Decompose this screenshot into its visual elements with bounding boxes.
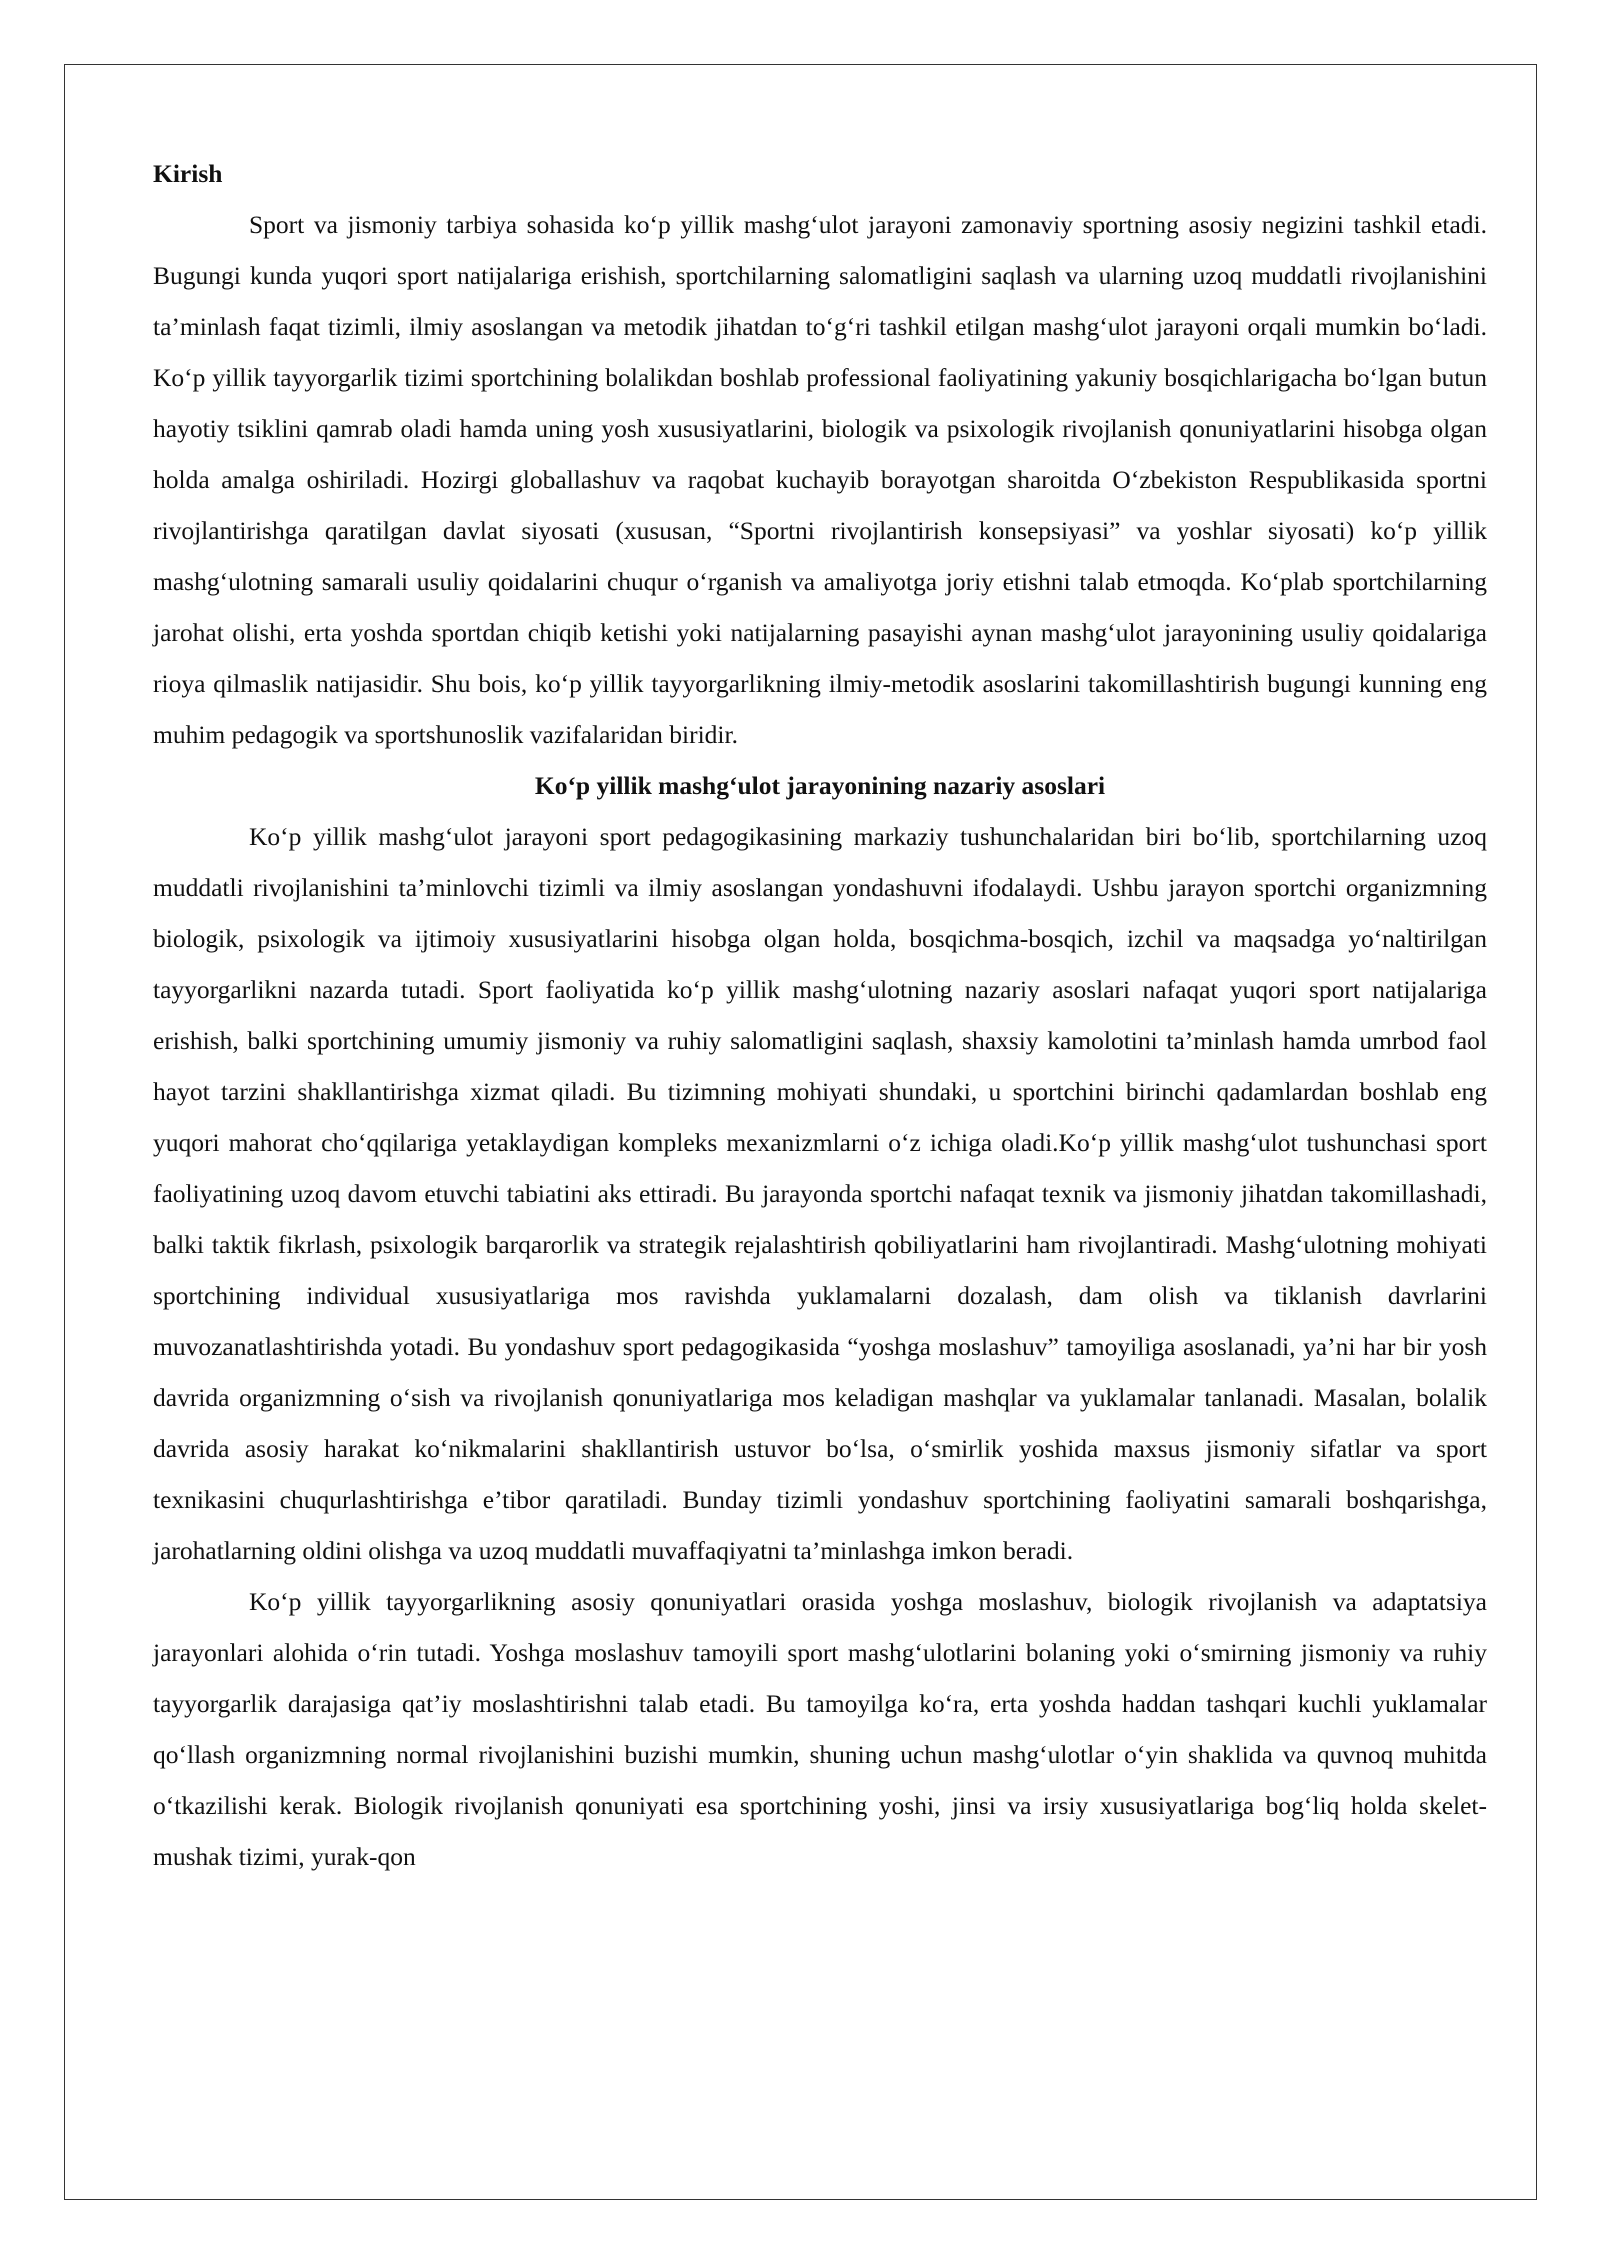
- section-heading-theory: Ko‘p yillik mashg‘ulot jarayonining nazariy asoslari: [534, 771, 1106, 800]
- document-body: [153, 148, 1487, 1882]
- section-heading-introduction: Kirish: [153, 159, 223, 188]
- paragraph-introduction: Sport va jismoniy tarbiya sohasida ko‘p yillik mashg‘ulot jarayoni zamonaviy sportning asosiy negizini tashkil etadi. Bugungi kunda yuqori sport natijalariga erishish, sportchilarning salomatligini saqlash va ularning uzoq muddatli rivojlanishini ta’minlash faqat tizimli, ilmiy asoslangan va metodik jihatdan to‘g‘ri tashkil etilgan mashg‘ulot jarayoni orqali mumkin bo‘ladi. Ko‘p yillik tayyorgarlik tizimi sportchining bolalikdan boshlab professional faoliyatining yakuniy bosqichlarigacha bo‘lgan butun hayotiy tsiklini qamrab oladi hamda uning yosh xususiyatlarini, biologik va psixologik rivojlanish qonuniyatlarini hisobga olgan holda amalga oshiriladi. Hozirgi globallashuv va raqobat kuchayib borayotgan sharoitda O‘zbekiston Respublikasida sportni rivojlantirishga qaratilgan davlat siyosati (xususan, “Sportni rivojlantirish konsepsiyasi” va yoshlar siyosati) ko‘p yillik mashg‘ulotning samarali usuliy qoidalarini chuqur o‘rganish va amaliyotga joriy etishni talab etmoqda. Ko‘plab sportchilarning jarohat olishi, erta yoshda sportdan chiqib ketishi yoki natijalarning pasayishi aynan mashg‘ulot jarayonining usuliy qoidalariga rioya qilmaslik natijasidir. Shu bois, ko‘p yillik tayyorgarlikning ilmiy-metodik asoslarini takomillashtirish bugungi kunning eng muhim pedagogik va sportshunoslik vazifalaridan biridir.: [153, 210, 1487, 749]
- paragraph-theory-2: Ko‘p yillik tayyorgarlikning asosiy qonuniyatlari orasida yoshga moslashuv, biologik rivojlanish va adaptatsiya jarayonlari alohida o‘rin tutadi. Yoshga moslashuv tamoyili sport mashg‘ulotlarini bolaning yoki o‘smirning jismoniy va ruhiy tayyorgarlik darajasiga qat’iy moslashtirishni talab etadi. Bu tamoyilga ko‘ra, erta yoshda haddan tashqari kuchli yuklamalar qo‘llash organizmning normal rivojlanishini buzishi mumkin, shuning uchun mashg‘ulotlar o‘yin shaklida va quvnoq muhitda o‘tkazilishi kerak. Biologik rivojlanish qonuniyati esa sportchining yoshi, jinsi va irsiy xususiyatlariga bog‘liq holda skelet-mushak tizimi, yurak-qon: [153, 1587, 1487, 1871]
- paragraph-theory-1: Ko‘p yillik mashg‘ulot jarayoni sport pedagogikasining markaziy tushunchalaridan biri bo‘lib, sportchilarning uzoq muddatli rivojlanishini ta’minlovchi tizimli va ilmiy asoslangan yondashuvni ifodalaydi. Ushbu jarayon sportchi organizmning biologik, psixologik va ijtimoiy xususiyatlarini hisobga olgan holda, bosqichma-bosqich, izchil va maqsadga yo‘naltirilgan tayyorgarlikni nazarda tutadi. Sport faoliyatida ko‘p yillik mashg‘ulotning nazariy asoslari nafaqat yuqori sport natijalariga erishish, balki sportchining umumiy jismoniy va ruhiy salomatligini saqlash, shaxsiy kamolotini ta’minlash hamda umrbod faol hayot tarzini shakllantirishga xizmat qiladi. Bu tizimning mohiyati shundaki, u sportchini birinchi qadamlardan boshlab eng yuqori mahorat cho‘qqilariga yetaklaydigan kompleks mexanizmlarni o‘z ichiga oladi.Ko‘p yillik mashg‘ulot tushunchasi sport faoliyatining uzoq davom etuvchi tabiatini aks ettiradi. Bu jarayonda sportchi nafaqat texnik va jismoniy jihatdan takomillashadi, balki taktik fikrlash, psixologik barqarorlik va strategik rejalashtirish qobiliyatlarini ham rivojlantiradi. Mashg‘ulotning mohiyati sportchining individual xususiyatlariga mos ravishda yuklamalarni dozalash, dam olish va tiklanish davrlarini muvozanatlashtirishda yotadi. Bu yondashuv sport pedagogikasida “yoshga moslashuv” tamoyiliga asoslanadi, ya’ni har bir yosh davrida organizmning o‘sish va rivojlanish qonuniyatlariga mos keladigan mashqlar va yuklamalar tanlanadi. Masalan, bolalik davrida asosiy harakat ko‘nikmalarini shakllantirish ustuvor bo‘lsa, o‘smirlik yoshida maxsus jismoniy sifatlar va sport texnikasini chuqurlashtirishga e’tibor qaratiladi. Bunday tizimli yondashuv sportchining faoliyatini samarali boshqarishga, jarohatlarning oldini olishga va uzoq muddatli muvaffaqiyatni ta’minlashga imkon beradi.: [153, 822, 1487, 1565]
